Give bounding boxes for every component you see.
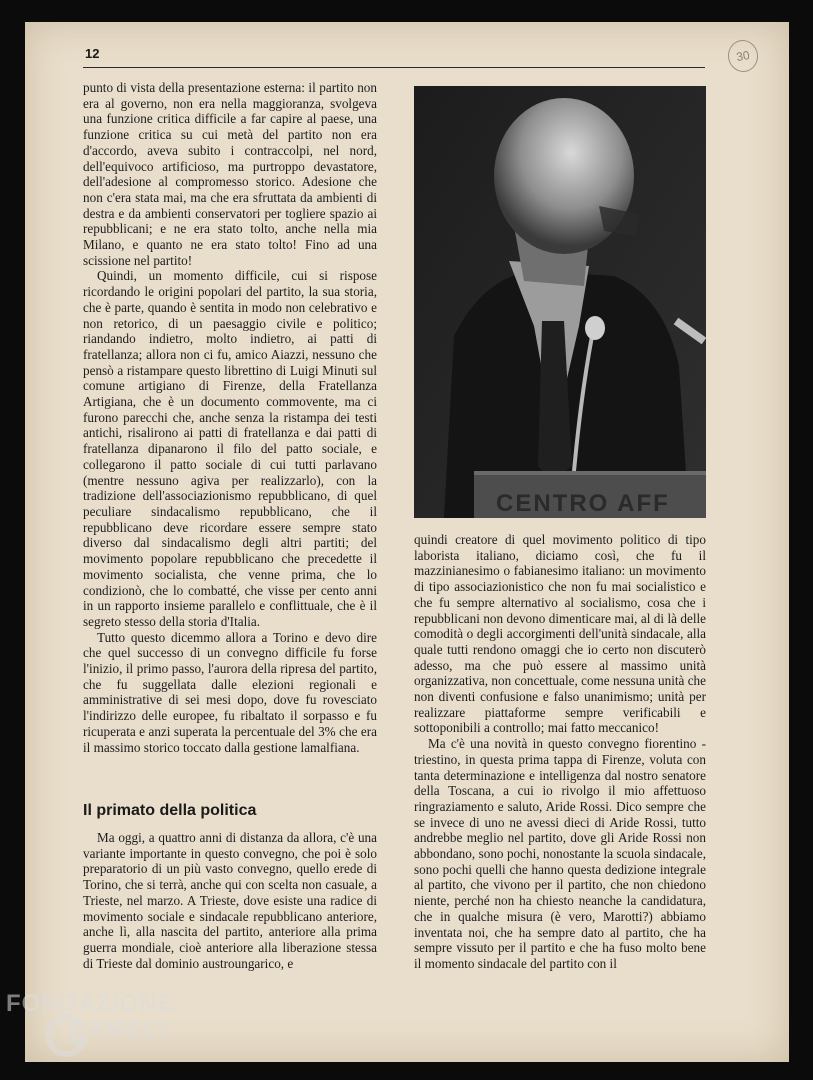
watermark-text: FONDAZIONE [6,990,175,1017]
left-column-continued [83,830,377,971]
archive-stamp: 30 [725,38,760,75]
photo-illustration [414,86,706,518]
section-heading: Il primato della politica [83,802,257,819]
paragraph: Ma oggi, a quattro anni di distanza da allora, c'è una variante importante in questo convegno, che poi è solo preparatorio di un più vasto convegno, quello erede di Torino, che si terrà, anche qui con scelta non casuale, a Trieste, nel marzo. A Trieste, dove esiste una radice di movimento sociale e sindacale repubblicano anteriore, anche lì, alla nascita del partito, anteriore alla prima guerra mondiale, cioè anteriore alla liberazione stessa di Trieste dal dominio austroungarico, e [83,830,377,971]
paragraph: Ma c'è una novità in questo convegno fiorentino - triestino, in questa prima tappa di Firenze, voluta con tanta determinazione e intelligenza dal nostro senatore della Toscana, a cui io rivolgo il mio affettuoso ringraziamento e saluto, Aride Rossi. Dico sempre che se invece di uno ne avessi dieci di Aride Rossi, tutto andrebbe meglio nel partito, dove gli Aride Rossi non abbondano, sono pochi, nonostante la scuola sindacale, sono pochi quelli che hanno questa dedizione integrale al partito, che vivono per il partito, che non chiedono niente, perché non ha chiesto neanche la candidatura, che in qualche misura (è vero, Marotti?) abbiamo inventata noi, che ha sempre dato al partito, che ha sempre vissuto per il partito e che ha fuso molto bene il momento sindacale del partito con il [414,736,706,971]
paragraph: Tutto questo dicemmo allora a Torino e devo dire che quel successo di un convegno difficile fu forse l'inizio, il primo passo, l'aurora della ripresa del partito, che fu suggellata dalle elezioni regionali e amministrative di sei mesi dopo, dove fu rovesciato l'indirizzo delle europee, fu ribaltato il sorpasso e fu ricuperata e anzi superata la percentuale del 3% che era il massimo storico toccato dalla gestione lamalfiana. [83,629,377,755]
archive-watermark [6,990,206,1070]
paragraph: quindi creatore di quel movimento politico di tipo laborista italiano, diciamo così, che fu il mazzinianesimo o fabianesimo italiano: un movimento di tipo associazionistico che non fu mai socialistico e che fu sempre alternativo al socialismo, cosa che i repubblicani non devono dimenticare mai, al di là delle comodità o degli accorgimenti dell'unità sindacale, alla quale tutti rendono omaggi che io certo non discuterò adesso, ma che può essere al massimo unità organizzativa, non concettuale, come nessuna unità che non diventi confusione e falso unanimismo; unità per realizzare piattaforme sempre verificabili e sottoponibili a controllo; mai fatto meccanico! [414,532,706,736]
paragraph: Quindi, un momento difficile, cui si rispose ricordando le origini popolari del partito, la sua storia, che è parte, quando è sentita in modo non celebrativo e non retorico, di un paesaggio civile e politico; riandando indietro, molto indietro, ai patti di fratellanza; allora non ci fu, amico Aiazzi, nessuno che pensò a ristampare questo librettino di Luigi Minuti sul comune artigiano di Firenze, della Fratellanza Artigiana, che è un documento commovente, ma ci furono parecchi che, anche senza la ristampa dei testi antichi, risalirono ai patti di fratellanza e dai patti di fratellanza dipanarono il filo del patto sociale, e collegarono il patto sociale di cui tutti parlavano (mentre nessuno agiva per realizzarlo), con la tradizione dell'associazionismo repubblicano, di quel peculiare sindacalismo repubblicano, che il repubblicano deve ricordare essere sempre stato diverso dal sindacalismo degli altri partiti; del movimento popolare repubblicano che precedette il movimento socialista, che venne prima, che lo condizionò, che lo combatté, che visse per cento anni in un rapporto insieme parallelo e conflittuale, che è il segreto stesso della storia d'Italia. [83,268,377,629]
header-divider [83,67,705,68]
right-column [414,532,706,972]
watermark-text: RAMSCI [68,1016,169,1043]
paragraph: punto di vista della presentazione esterna: il partito non era al governo, non era nella maggioranza, svolgeva una funzione critica difficile a far capire al paese, una funzione critica su cui metà del partito non era d'accordo, aveva subito i contraccolpi, nel nord, dell'equivoco artificioso, ma purtroppo devastatore, dell'adesione al compromesso storico. Adesione che non c'era stata mai, ma che era sfruttata da ambienti di destra e da ambienti conservatori per togliere spazio ai repubblicani; e ne era stato tolto, anche nella mia Milano, e quanto ne era stato tolto! Fino ad una scissione nel partito! [83,80,377,268]
podium-sign: CENTRO AFF [496,490,670,517]
left-column [83,80,377,755]
page-number: 12 [85,46,100,61]
speaker-photo [414,86,706,518]
